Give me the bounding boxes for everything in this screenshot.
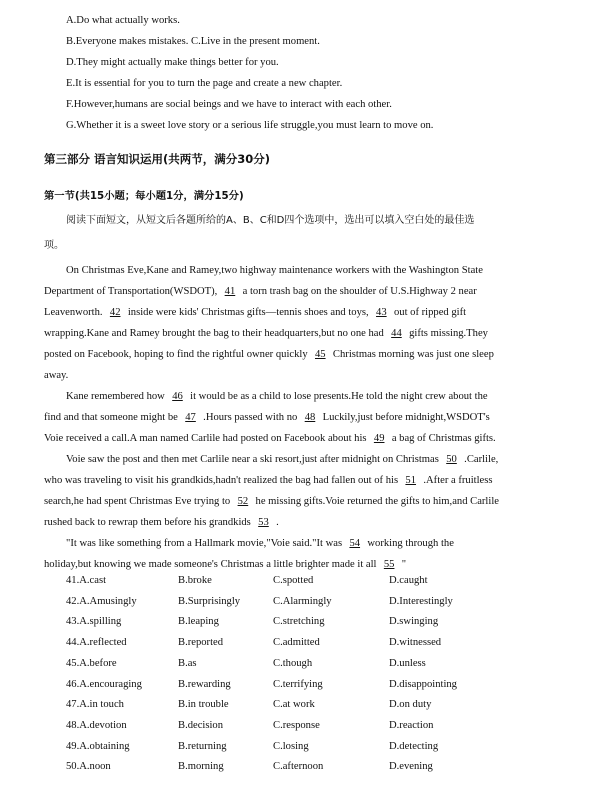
answer-choice: C.though — [273, 657, 313, 669]
passage-text: Leavenworth. — [44, 307, 106, 318]
passage-line — [44, 411, 490, 425]
answer-choice: C.spotted — [273, 575, 314, 586]
passage-text: a torn trash bag on the shoulder of U.S.Highway 2 near — [239, 286, 477, 297]
passage-line — [44, 558, 406, 572]
passage-text: who was traveling to visit his grandkids,hadn't realized the bag had fallen out of his — [44, 475, 401, 486]
answer-choice: B.in trouble — [178, 699, 229, 711]
passage-line — [44, 516, 279, 530]
section-title: 第三部分 语言知识运用(共两节，满分30分) — [44, 152, 271, 166]
passage-text: .After a fruitless — [420, 475, 493, 486]
blank-number: 46 — [172, 391, 183, 402]
answer-choice: 45.A.before — [66, 657, 117, 669]
question-row — [66, 760, 566, 774]
passage-text: .Hours passed with no — [200, 412, 300, 423]
question-row — [66, 574, 566, 588]
passage-text: On Christmas Eve,Kane and Ramey,two highway maintenance workers with the Washington State — [66, 265, 483, 276]
passage-line — [44, 285, 477, 299]
answer-choice: C.admitted — [273, 637, 320, 649]
passage-text: out of ripped gift — [391, 307, 467, 318]
answer-choice: C.stretching — [273, 616, 325, 628]
answer-choice: D.Interestingly — [389, 595, 453, 607]
question-row — [66, 636, 566, 650]
passage-text: gifts missing.They — [406, 328, 488, 339]
passage-line — [66, 390, 488, 404]
passage-text: he missing gifts.Voie returned the gifts to him,and Carlile — [252, 496, 499, 507]
passage-text: .Carlile, — [461, 454, 499, 465]
answer-choice: 42.A.Amusingly — [66, 595, 137, 607]
answer-choice: B.as — [178, 657, 197, 669]
option-line-e: E.It is essential for you to turn the page and create a new chapter. — [66, 78, 343, 89]
passage-line — [44, 432, 496, 446]
answer-choice: 49.A.obtaining — [66, 740, 130, 752]
blank-number: 49 — [373, 433, 385, 444]
answer-choice: B.Surprisingly — [178, 595, 241, 607]
answer-choice: B.returning — [178, 740, 227, 752]
answer-choice: D.caught — [389, 575, 428, 586]
answer-choice: B.reported — [178, 637, 224, 649]
passage-text: working through the — [364, 538, 454, 549]
passage-text: "It was like something from a Hallmark movie,"Voie said."It was — [66, 538, 345, 549]
passage-line — [44, 369, 68, 383]
passage-text: holiday,but knowing we made someone's Christmas a little brighter made it all — [44, 559, 380, 570]
passage-line — [66, 453, 498, 467]
answer-choice: D.on duty — [389, 699, 432, 711]
passage-text: . — [273, 517, 279, 528]
answer-choice: D.detecting — [389, 740, 439, 752]
answer-choice: B.decision — [178, 719, 224, 731]
answer-choice: C.afternoon — [273, 761, 324, 773]
passage-line — [44, 495, 499, 509]
answer-choice: C.response — [273, 719, 320, 731]
question-row — [66, 595, 566, 609]
answer-choice: 47.A.in touch — [66, 699, 124, 711]
subsection-title: 第一节(共15小题；每小题1分，满分15分) — [44, 190, 244, 202]
passage-text: Kane remembered how — [66, 391, 168, 402]
question-row — [66, 698, 566, 712]
blank-number: 41 — [224, 286, 236, 297]
answer-choice: D.evening — [389, 761, 433, 773]
passage-text: Department of Transportation(WSDOT), — [44, 286, 220, 297]
passage-text: inside were kids' Christmas gifts—tennis shoes and toys, — [125, 307, 372, 318]
passage-text: it would be as a child to lose presents.He told the night crew about the — [187, 391, 488, 402]
answer-choice: 46.A.encouraging — [66, 678, 142, 690]
blank-number: 42 — [109, 307, 121, 318]
option-line-f: F.However,humans are social beings and we have to interact with each other. — [66, 99, 392, 110]
answer-choice: C.at work — [273, 699, 315, 711]
answer-choice: 41.A.cast — [66, 575, 107, 586]
passage-line — [66, 537, 454, 551]
answer-choice: D.witnessed — [389, 637, 442, 649]
passage-text: Voie saw the post and then met Carlile near a ski resort,just after midnight on Christmas — [66, 454, 442, 465]
blank-number: 51 — [405, 475, 417, 486]
answer-choice: 43.A.spilling — [66, 616, 122, 628]
answer-choice: D.swinging — [389, 616, 439, 628]
option-line-g: G.Whether it is a sweet love story or a serious life struggle,you must learn to move on. — [66, 120, 434, 131]
answer-choice: C.losing — [273, 740, 309, 752]
answer-choice: D.disappointing — [389, 678, 457, 690]
answer-choice: 44.A.reflected — [66, 637, 127, 649]
blank-number: 47 — [185, 412, 196, 423]
passage-text: " — [399, 559, 407, 570]
instructions-line-2: 项。 — [44, 240, 64, 251]
blank-number: 53 — [258, 517, 269, 528]
passage-text: posted on Facebook, hoping to find the rightful owner quickly — [44, 349, 311, 360]
option-line-a: A.Do what actually works. — [66, 15, 180, 26]
answer-choice: B.rewarding — [178, 678, 231, 690]
answer-choice: 48.A.devotion — [66, 719, 127, 731]
question-row — [66, 657, 566, 671]
question-row — [66, 719, 566, 733]
blank-number: 52 — [237, 496, 249, 507]
answer-choice: B.broke — [178, 575, 212, 586]
blank-number: 50 — [446, 454, 457, 465]
blank-number: 44 — [391, 328, 402, 339]
answer-choice: 50.A.noon — [66, 761, 111, 773]
passage-line — [44, 327, 488, 341]
question-row — [66, 740, 566, 754]
question-row — [66, 678, 566, 692]
passage-text: Christmas morning was just one sleep — [330, 349, 494, 360]
blank-number: 45 — [314, 349, 326, 360]
passage-text: search,he had spent Christmas Eve trying to — [44, 496, 233, 507]
passage-text: Luckily,just before midnight,WSDOT's — [319, 412, 490, 423]
blank-number: 48 — [304, 412, 316, 423]
passage-text: wrapping.Kane and Ramey brought the bag to their headquarters,but no one had — [44, 328, 387, 339]
passage-text: away. — [44, 370, 69, 381]
blank-number: 54 — [349, 538, 361, 549]
blank-number: 55 — [383, 559, 395, 570]
answer-choice: D.unless — [389, 657, 426, 669]
answer-choice: D.reaction — [389, 719, 434, 731]
option-line-d: D.They might actually make things better for you. — [66, 57, 279, 68]
passage-text: a bag of Christmas gifts. — [389, 433, 496, 444]
answer-choice: B.morning — [178, 761, 224, 773]
question-row — [66, 615, 566, 629]
answer-choice: C.Alarmingly — [273, 595, 332, 607]
passage-line — [44, 348, 494, 362]
passage-text: Voie received a call.A man named Carlile had posted on Facebook about his — [44, 433, 370, 444]
passage-line — [44, 474, 493, 488]
passage-text: find and that someone might be — [44, 412, 181, 423]
option-line-bc: B.Everyone makes mistakes. C.Live in the present moment. — [66, 36, 320, 47]
instructions-line-1: 阅读下面短文，从短文后各题所给的A、B、C和D四个选项中，选出可以填入空白处的最佳选 — [66, 215, 475, 226]
answer-choice: B.leaping — [178, 616, 219, 628]
passage-text: rushed back to rewrap them before his grandkids — [44, 517, 254, 528]
passage-line — [44, 306, 466, 320]
passage-line — [66, 264, 483, 278]
blank-number: 43 — [376, 307, 387, 318]
answer-choice: C.terrifying — [273, 678, 323, 690]
